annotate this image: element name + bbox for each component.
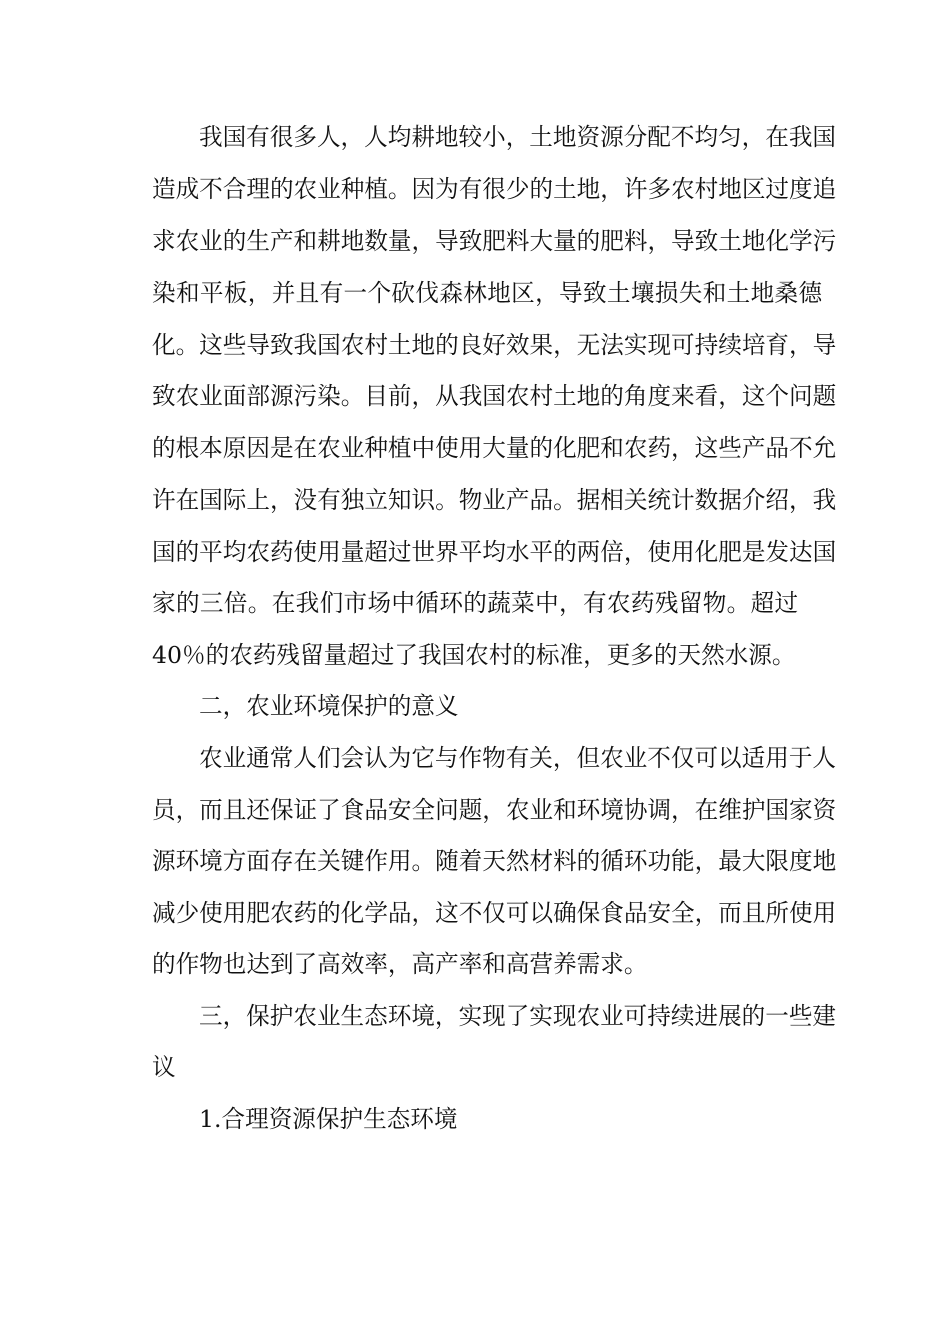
paragraph-1-line-7: 的根本原因是在农业种植中使用大量的化肥和农药，这些产品不允 (152, 434, 837, 462)
paragraph-3-line-3: 源环境方面存在关键作用。随着天然材料的循环功能，最大限度地 (152, 847, 837, 875)
paragraph-1-line-3: 求农业的生产和耕地数量，导致肥料大量的肥料，导致土地化学污 (152, 227, 837, 255)
paragraph-1-line-4: 染和平板，并且有一个砍伐森林地区，导致土壤损失和土地桑德 (152, 279, 823, 307)
paragraph-1-line-2: 造成不合理的农业种植。因为有很少的土地，许多农村地区过度追 (152, 175, 837, 203)
paragraph-3-line-5: 的作物也达到了高效率，高产率和高营养需求。 (152, 950, 648, 978)
paragraph-1-line-5: 化。这些导致我国农村土地的良好效果，无法实现可持续培育，导 (152, 331, 837, 359)
paragraph-1-line-9: 国的平均农药使用量超过世界平均水平的两倍，使用化肥是发达国 (152, 538, 837, 566)
paragraph-1-line-10: 家的三倍。在我们市场中循环的蔬菜中，有农药残留物。超过 (152, 589, 799, 617)
paragraph-3-line-2: 员，而且还保证了食品安全问题，农业和环境协调，在维护国家资 (152, 796, 837, 824)
paragraph-3-line-1: 农业通常人们会认为它与作物有关，但农业不仅可以适用于人 (199, 744, 837, 772)
paragraph-1-line-1: 我国有很多人，人均耕地较小，土地资源分配不均匀，在我国 (199, 123, 837, 151)
section-heading-2: 二，农业环境保护的意义 (199, 692, 459, 720)
subheading-1: 1.合理资源保护生态环境 (199, 1105, 458, 1133)
paragraph-1-line-11: 40％的农药残留量超过了我国农村的标准，更多的天然水源。 (152, 641, 796, 669)
section-heading-3-line-2: 议 (152, 1053, 176, 1081)
paragraph-1-line-6: 致农业面部源污染。目前，从我国农村土地的角度来看，这个问题 (152, 382, 837, 410)
paragraph-3-line-4: 减少使用肥农药的化学品，这不仅可以确保食品安全，而且所使用 (152, 899, 837, 927)
section-heading-3-line-1: 三，保护农业生态环境，实现了实现农业可持续进展的一些建 (199, 1002, 837, 1030)
paragraph-1-line-8: 许在国际上，没有独立知识。物业产品。据相关统计数据介绍，我 (152, 486, 837, 514)
